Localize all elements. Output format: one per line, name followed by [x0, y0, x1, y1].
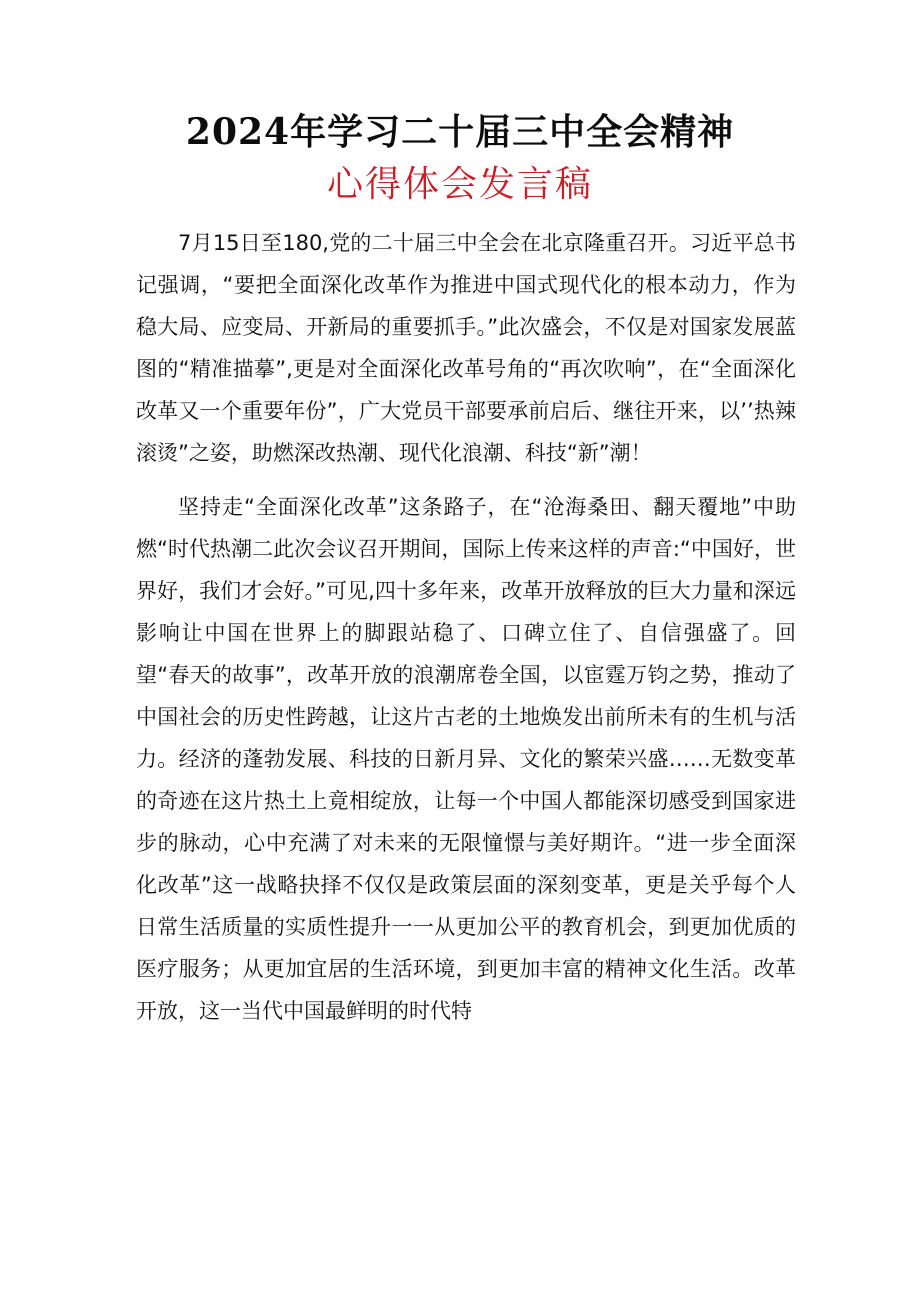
- document-subtitle: 心得体会发言稿: [326, 164, 593, 205]
- paragraph-intro: 7月15日至180,党的二十届三中全会在北京隆重召开。习近平总书记强调，“要把全面深化改革作为推进中国式现代化的根本动力，作为稳大局、应变局、开新局的重要抓手。”此次盛会，不仅是对国家发展蓝图的“精准描摹”,更是对全面深化改革号角的“再次吹响”，在“全面深化改革又一个重要年份”，广大党员干部要承前启后、继往开来，以’’热辣滚烫”之姿，助燃深改热潮、现代化浪潮、科技“新”潮！: [136, 231, 796, 465]
- document-title: 2024年学习二十届三中全会精神: [185, 111, 735, 153]
- paragraph-reform: 坚持走“全面深化改革”这条路子，在“沧海桑田、翻天覆地”中助燃“时代热潮二此次会议召开期间，国际上传来这样的声音:“中国好，世界好，我们才会好。”可见,四十多年来，改革开放释放的巨大力量和深远影响让中国在世界上的脚跟站稳了、口碑立住了、自信强盛了。回望“春天的故事”，改革开放的浪潮席卷全国，以宦霆万钧之势，推动了中国社会的历史性跨越，让这片古老的土地焕发出前所未有的生机与活力。经济的蓬勃发展、科技的日新月异、文化的繁荣兴盛……无数变革的奇迹在这片热土上竟相绽放，让每一个中国人都能深切感受到国家进步的脉动，心中充满了对未来的无限憧憬与美好期许。“进一步全面深化改革”这一战略抉择不仅仅是政策层面的深刻变革，更是关乎每个人日常生活质量的实质性提升一一从更加公平的教育机会，到更加优质的医疗服务；从更加宜居的生活环境，到更加丰富的精神文化生活。改革开放，这一当代中国最鲜明的时代特: [136, 495, 796, 1023]
- document-body: [136, 222, 796, 1032]
